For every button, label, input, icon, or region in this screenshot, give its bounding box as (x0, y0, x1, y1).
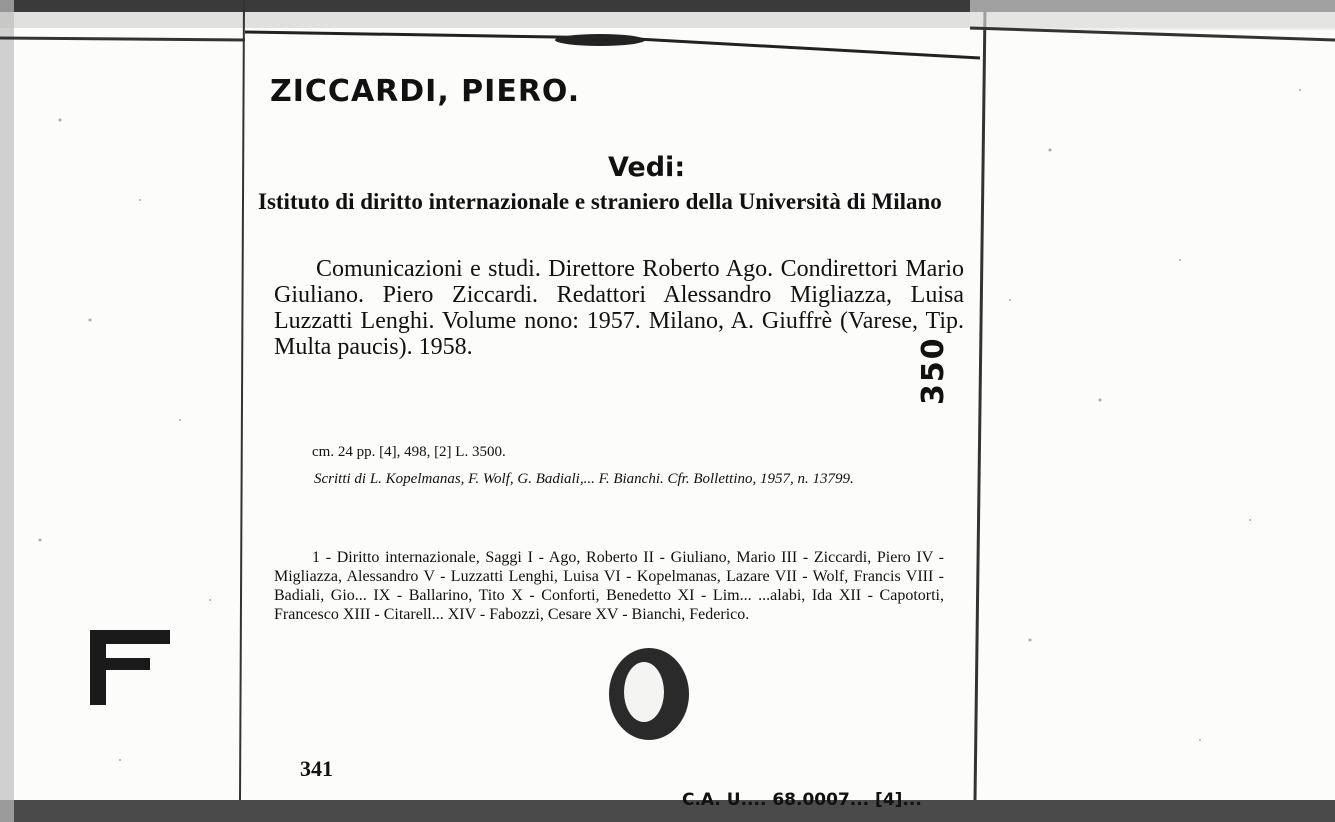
card-heading: ZICCARDI, PIERO. (270, 74, 581, 109)
tracings: 1 - Diritto internazionale, Saggi I - Ago, Roberto II - Giuliano, Mario III - Ziccardi, Piero IV - Migliazza, Alessandro V - Luzzatti Lenghi, Luisa VI - Kopelmanas, Lazare VII - Wolf, Francis VIII - Badiali, Gio... IX - Ballarino, Tito X - Conforti, Benedetto XI - Lim... ...alabi, Ida XII - Capotorti, Francesco XIII - Citarell... XIV - Fabozzi, Cesare XV - Bianchi, Federico. (274, 549, 944, 623)
stamp-number: 350 (916, 336, 951, 405)
contents-note: Scritti di L. Kopelmanas, F. Wolf, G. Badiali,... F. Bianchi. Cfr. Bollettino, 1957, n. 13799. (314, 471, 854, 487)
f-logo-icon (90, 630, 170, 705)
entry-title: Istituto di diritto internazionale e straniero della Università di Milano (258, 189, 942, 214)
see-label: Vedi: (608, 152, 686, 183)
entry-description: Comunicazioni e studi. Direttore Roberto Ago. Condirettori Mario Giuliano. Piero Ziccardi. Redattori Alessandro Migliazza, Luisa Luzzatti Lenghi. Volume nono: 1957. Milano, A. Giuffrè (Varese, Tip. Multa paucis). 1958. (274, 256, 964, 360)
bottom-note: C.A. U.... 68.0007... [4]... (682, 790, 922, 810)
punch-hole-icon (606, 646, 692, 742)
collation: cm. 24 pp. [4], 498, [2] L. 3500. (312, 444, 506, 460)
page-number: 341 (300, 756, 333, 781)
